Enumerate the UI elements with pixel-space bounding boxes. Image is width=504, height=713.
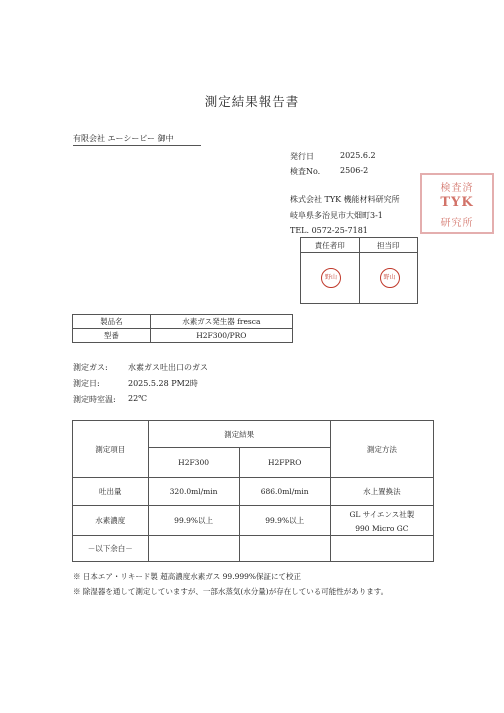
personal-stamp: 野山 [380,268,400,288]
page-title: 測定結果報告書 [204,94,300,109]
method-header: 測定方法 [330,421,433,478]
method-line: 990 Micro GC [355,523,409,533]
value-cell: 320.0ml/min [148,478,239,506]
seal-line: TYK [440,195,474,210]
item-cell: 吐出量 [73,478,149,506]
issue-date: 2025.6.2 [340,151,376,160]
method-line: GL サイエンス社製 [349,509,415,519]
responsible-stamp-cell [301,253,360,304]
personal-stamp: 野山 [321,268,341,288]
item-cell: 水素濃度 [73,506,149,536]
value-cell: 686.0ml/min [239,478,330,506]
note: ※ 日本エア・リキード製 超高濃度水素ガス 99.999%保証にて校正 [73,572,302,581]
corporate-seal [420,173,494,234]
issuer-tel: TEL. 0572-25-7181 [290,226,368,235]
table-row [73,536,434,562]
model-header: H2FPRO [239,448,330,478]
gas-label: 測定ガス: [73,363,108,372]
table-row [73,506,434,536]
result-header: 測定結果 [148,421,330,448]
model-value: H2F300/PRO [150,329,292,343]
model-label: 型番 [73,329,151,343]
issuer-company: 株式会社 TYK 機能材料研究所 [290,195,400,204]
note: ※ 除湿器を通して測定していますが、一部水蒸気(水分量)が存在している可能性があります。 [73,587,389,596]
approval-table [300,237,418,304]
temp-value: 22℃ [128,394,148,403]
blank-row-cell: －以下余白－ [73,536,149,562]
inspection-no: 2506-2 [340,166,369,175]
addressee: 有限会社 エーシービー 御中 [73,133,201,146]
seal-line: 研究所 [440,218,474,229]
empty-cell [148,536,239,562]
manager-stamp-cell [359,253,418,304]
product-name-label: 製品名 [73,315,151,329]
item-header: 測定項目 [73,421,149,478]
method-cell: 水上置換法 [330,478,433,506]
seal-line: 検査済 [440,183,474,194]
gas-value: 水素ガス吐出口のガス [128,363,208,372]
model-header: H2F300 [148,448,239,478]
responsible-label: 責任者印 [301,238,360,253]
empty-cell [330,536,433,562]
issue-date-label: 発行日 [290,152,314,161]
date-value: 2025.5.28 PM2時 [128,379,198,388]
table-row [73,478,434,506]
issuer-address: 岐阜県多治見市大畑町3-1 [290,211,383,220]
date-label: 測定日: [73,379,100,388]
results-table [72,420,434,562]
method-cell [330,506,433,536]
manager-label: 担当印 [359,238,418,253]
product-table [72,314,293,343]
inspection-no-label: 検査No. [290,167,321,176]
empty-cell [239,536,330,562]
value-cell: 99.9%以上 [239,506,330,536]
product-name-value: 水素ガス発生器 fresca [150,315,292,329]
temp-label: 測定時室温: [73,395,116,404]
value-cell: 99.9%以上 [148,506,239,536]
